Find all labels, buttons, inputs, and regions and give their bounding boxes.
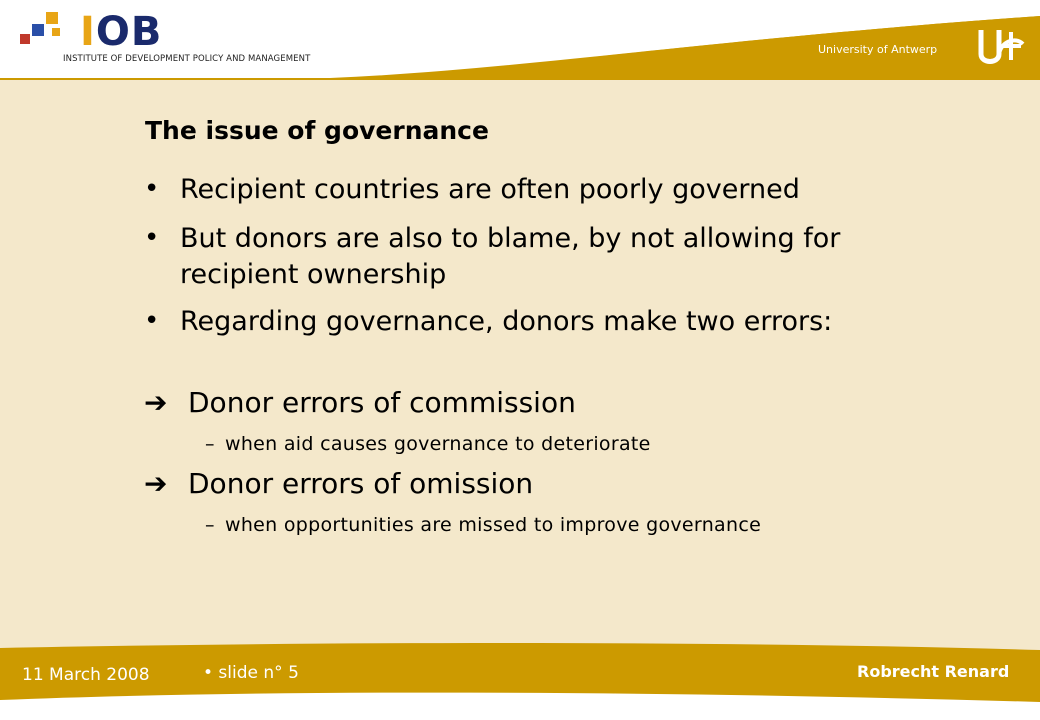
sub-item-text: when aid causes governance to deteriorate [225, 433, 651, 455]
arrow-item [144, 386, 576, 419]
bullet-item [0, 304, 1040, 380]
footer-date: 11 March 2008 [22, 665, 150, 685]
bullet-marker: • [144, 223, 160, 253]
sub-dash: – [205, 433, 215, 455]
arrow-right-icon: ➔ [144, 467, 168, 500]
slide-title: The issue of governance [145, 116, 489, 145]
arrow-item [144, 467, 533, 500]
bullet-marker: • [144, 306, 160, 336]
bullet-text: Recipient countries are often poorly governed [180, 174, 800, 205]
iob-logo [18, 8, 318, 68]
arrow-item-text: Donor errors of omission [188, 467, 534, 500]
logo-square-orange-small [52, 28, 60, 36]
bullet-marker: • [144, 174, 160, 204]
logo-square-blue [32, 24, 44, 36]
arrow-right-icon: ➔ [144, 386, 168, 419]
sub-item [205, 514, 761, 536]
logo-square-orange [46, 12, 58, 24]
footer-author: Robrecht Renard [857, 662, 1010, 681]
bullet-item [0, 221, 1040, 297]
arrow-item-text: Donor errors of commission [188, 386, 576, 419]
sub-item-text: when opportunities are missed to improve governance [225, 514, 762, 536]
bullet-text: But donors are also to blame, by not allowing for recipient ownership [180, 223, 841, 290]
footer-slide-number: • slide n° 5 [203, 663, 299, 683]
logo-wordmark [80, 10, 162, 54]
logo-subtitle: INSTITUTE OF DEVELOPMENT POLICY AND MANAGEMENT [63, 54, 311, 64]
logo-letter-i: I [80, 9, 96, 55]
ua-logo-icon [975, 24, 1027, 68]
bullet-text: Regarding governance, donors make two errors: [180, 306, 833, 337]
university-label: University of Antwerp [818, 43, 938, 56]
sub-item [205, 433, 651, 455]
bullet-item [0, 172, 1040, 212]
logo-letters-ob: OB [95, 9, 163, 55]
sub-dash: – [205, 514, 215, 536]
logo-square-red [20, 34, 30, 44]
